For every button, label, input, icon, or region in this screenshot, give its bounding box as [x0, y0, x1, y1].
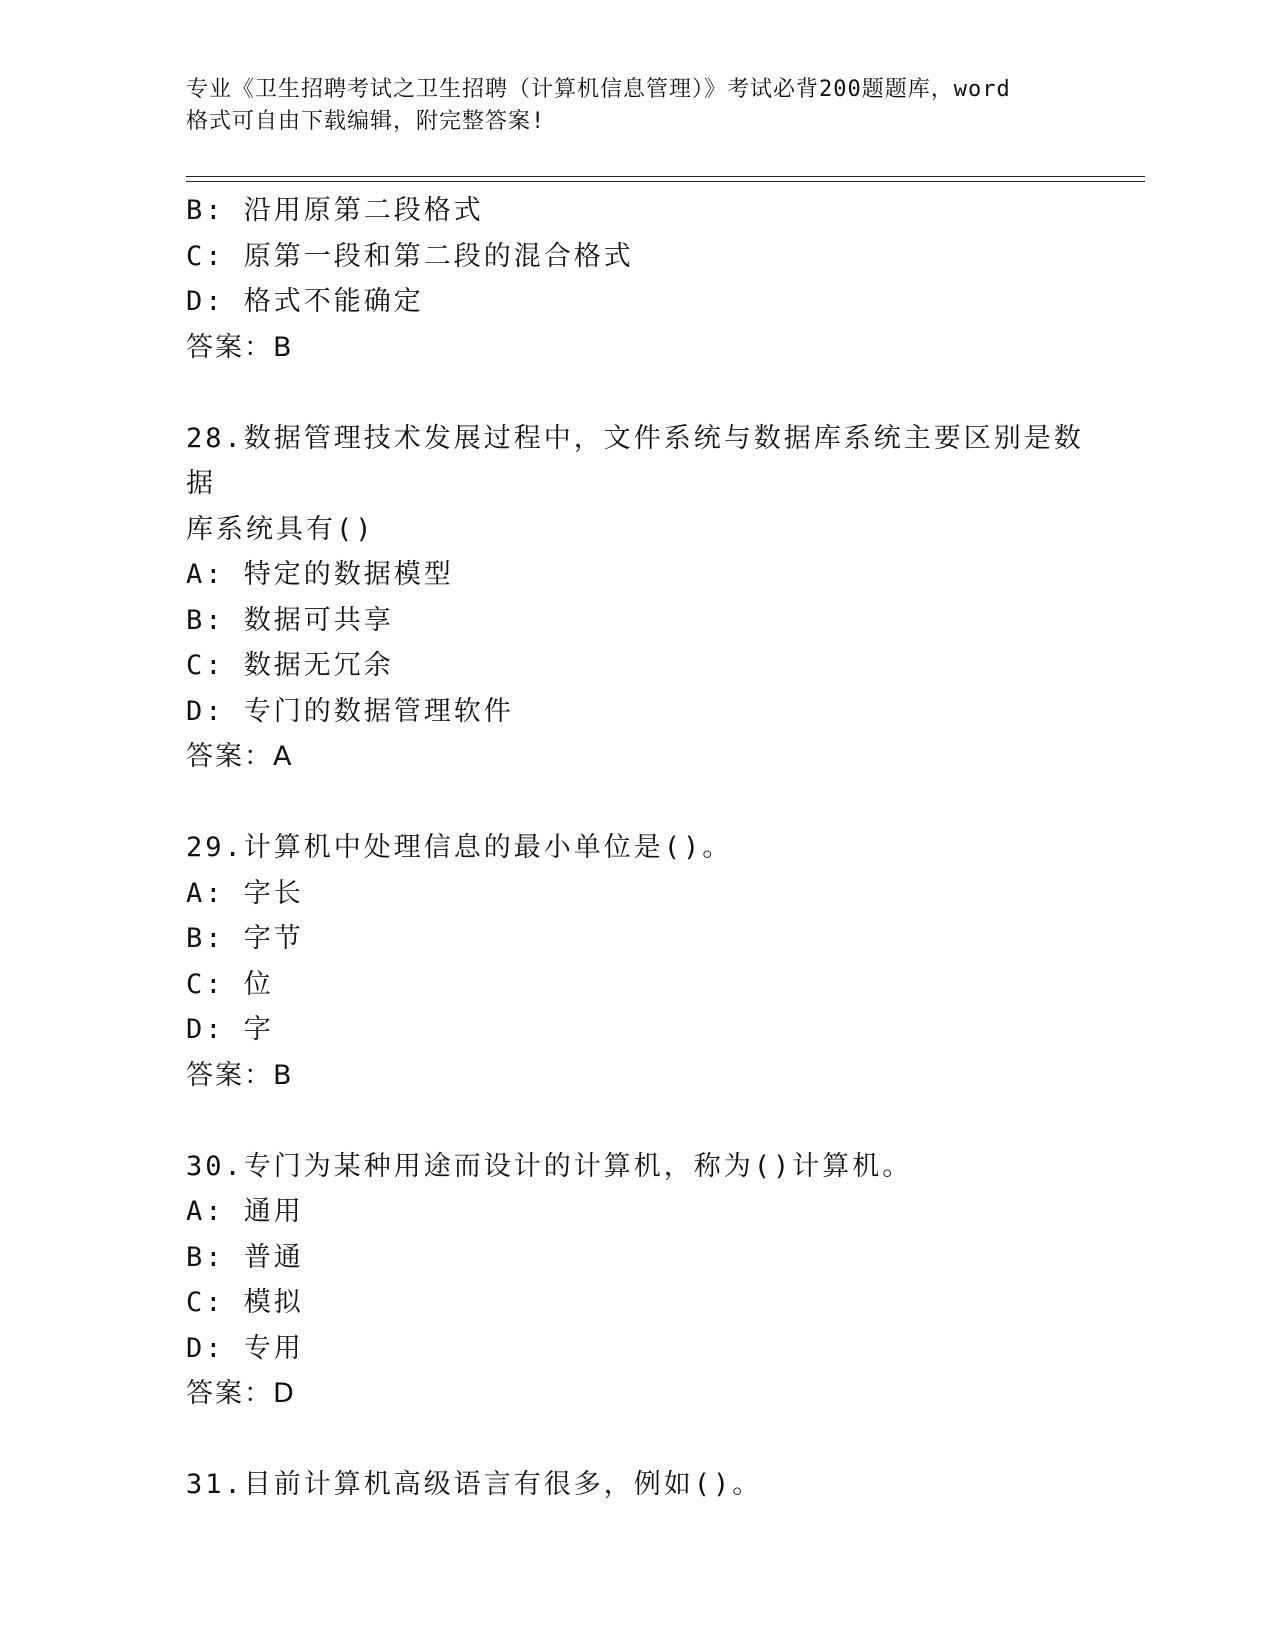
answer: 答案：B: [186, 331, 294, 363]
question-text: 31.目前计算机高级语言有很多，例如()。: [186, 1469, 763, 1500]
question-28: [186, 416, 1086, 780]
option-c: C: 原第一段和第二段的混合格式: [186, 240, 634, 272]
question-text-line-2: 库系统具有(): [186, 513, 375, 545]
option-b: B: 普通: [186, 1241, 304, 1273]
option-d: D: 专用: [186, 1332, 304, 1364]
header-divider: [186, 176, 1145, 182]
question-text: 30.专门为某种用途而设计的计算机，称为()计算机。: [186, 1150, 913, 1182]
option-b: B: 数据可共享: [186, 604, 394, 636]
question-30: [186, 1144, 1086, 1417]
option-c: C: 模拟: [186, 1287, 304, 1318]
question-text-line-1: 28.数据管理技术发展过程中，文件系统与数据库系统主要区别是数据: [186, 422, 1084, 499]
question-31: [186, 1462, 1086, 1508]
answer: 答案：A: [186, 741, 294, 772]
question-29: [186, 825, 1086, 1098]
option-a: A: 特定的数据模型: [186, 559, 454, 590]
document-header: [186, 74, 1086, 138]
option-b: B: 沿用原第二段格式: [186, 195, 484, 226]
option-d: D: 格式不能确定: [186, 286, 424, 317]
answer: 答案：D: [186, 1378, 296, 1409]
option-d: D: 专门的数据管理软件: [186, 695, 514, 727]
header-line-1: 专业《卫生招聘考试之卫生招聘（计算机信息管理）》考试必背200题题库，word: [186, 77, 1011, 102]
option-a: A: 字长: [186, 877, 304, 909]
option-b: B: 字节: [186, 923, 304, 954]
question-27-partial: [186, 188, 1086, 370]
question-list: [186, 188, 1086, 1508]
option-c: C: 位: [186, 968, 274, 1000]
question-text: 29.计算机中处理信息的最小单位是()。: [186, 832, 733, 863]
option-c: C: 数据无冗余: [186, 650, 394, 681]
answer: 答案：B: [186, 1059, 294, 1091]
header-line-2: 格式可自由下载编辑，附完整答案!: [186, 109, 546, 134]
option-a: A: 通用: [186, 1196, 304, 1227]
option-d: D: 字: [186, 1014, 274, 1045]
